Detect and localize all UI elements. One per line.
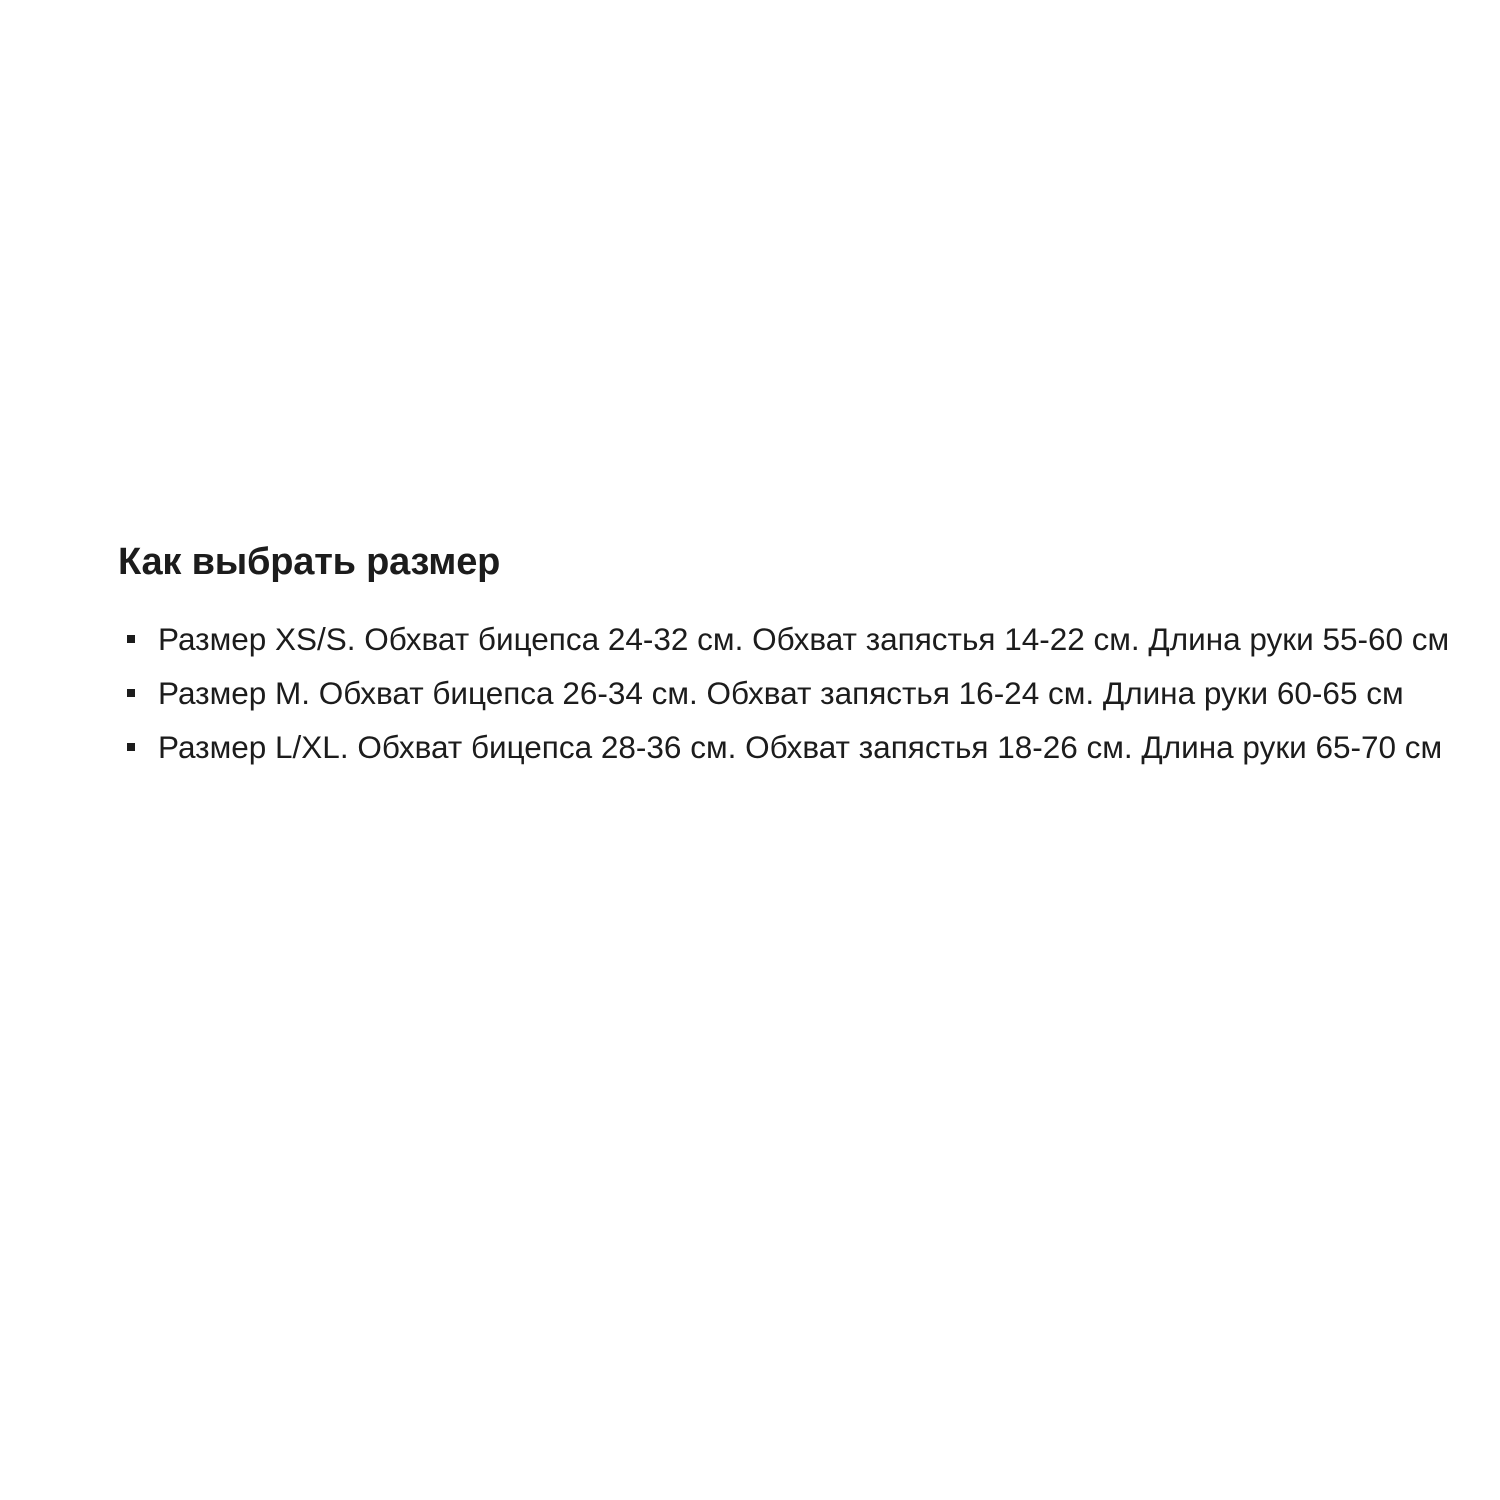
- list-item-text: Размер M. Обхват бицепса 26-34 см. Обхват запястья 16-24 см. Длина руки 60-65 см: [158, 675, 1404, 711]
- square-bullet-icon: [127, 689, 135, 697]
- size-list: [118, 612, 1463, 774]
- square-bullet-icon: [127, 743, 135, 751]
- list-item-size-xs-s: [118, 612, 1463, 666]
- size-guide-section: [118, 536, 1463, 774]
- square-bullet-icon: [127, 635, 135, 643]
- list-item-text: Размер L/XL. Обхват бицепса 28-36 см. Обхват запястья 18-26 см. Длина руки 65-70 см: [158, 729, 1443, 765]
- section-title: Как выбрать размер: [118, 541, 501, 583]
- list-item-text: Размер XS/S. Обхват бицепса 24-32 см. Обхват запястья 14-22 см. Длина руки 55-60 см: [158, 621, 1450, 657]
- list-item-size-m: [118, 666, 1463, 720]
- list-item-size-l-xl: [118, 720, 1463, 774]
